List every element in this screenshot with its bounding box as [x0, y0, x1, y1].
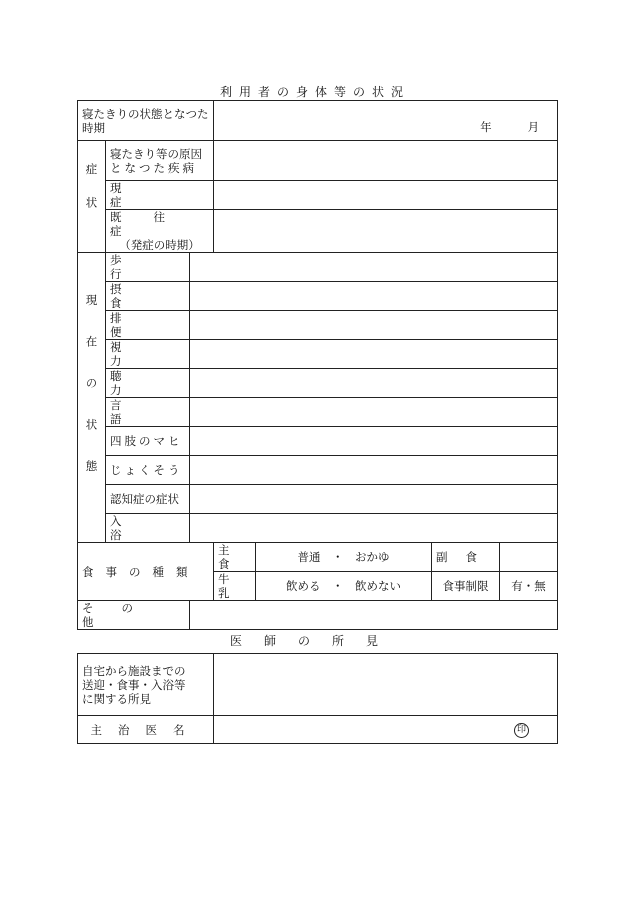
- past-history-field[interactable]: [214, 210, 558, 253]
- milk-options[interactable]: 飲める ・ 飲めない: [256, 572, 432, 601]
- status-row: [78, 485, 558, 514]
- cause-disease-field[interactable]: [214, 141, 558, 181]
- month-label: 月: [527, 119, 540, 134]
- transport-line-3: に関する所見: [82, 691, 151, 706]
- doctor-name-field[interactable]: [214, 716, 558, 744]
- status-item-field[interactable]: [190, 456, 558, 485]
- opinion-table: [77, 653, 558, 744]
- status-item-field[interactable]: [190, 340, 558, 369]
- cause-line-1: 寝たきり等の原因: [110, 146, 202, 161]
- current-status-group-label: [78, 253, 106, 543]
- meal-row-1: [78, 543, 558, 572]
- current-symptom-field[interactable]: [214, 181, 558, 210]
- bedridden-time-field[interactable]: [214, 101, 558, 141]
- other-label: その他: [78, 601, 190, 630]
- bedridden-time-label: 寝たきりの状態となつた時期: [78, 101, 214, 141]
- status-row: [78, 311, 558, 340]
- status-item-label: 歩行: [106, 253, 190, 282]
- status-item-field[interactable]: [190, 369, 558, 398]
- doctor-row: [78, 716, 558, 744]
- status-item-field[interactable]: [190, 253, 558, 282]
- transport-opinion-field[interactable]: [214, 654, 558, 716]
- meal-restriction-label: 食事制限: [432, 572, 500, 601]
- main-dish-label: 主食: [214, 543, 256, 572]
- side-dish-field[interactable]: [500, 543, 558, 572]
- other-row: [78, 601, 558, 630]
- status-item-label: 言語: [106, 398, 190, 427]
- cause-line-2: となつた疾病: [110, 160, 197, 175]
- status-row: [78, 514, 558, 543]
- status-item-label: 四肢のマヒ: [106, 427, 190, 456]
- status-item-label: 視力: [106, 340, 190, 369]
- status-row: [78, 456, 558, 485]
- past-history-row: [78, 210, 558, 253]
- current-status-text: 現在の状態: [84, 293, 99, 502]
- status-item-label: 入浴: [106, 514, 190, 543]
- current-symptom-label: [106, 181, 214, 210]
- status-title: 利用者の身体等の状況: [219, 85, 410, 99]
- past-history-text: 既往症: [110, 210, 197, 238]
- status-row: [78, 282, 558, 311]
- restriction-options[interactable]: 有・無: [500, 572, 558, 601]
- bedridden-row: [78, 101, 558, 141]
- milk-label: 牛乳: [214, 572, 256, 601]
- status-item-field[interactable]: [190, 427, 558, 456]
- status-row: [78, 427, 558, 456]
- status-table: [77, 100, 558, 630]
- main-dish-options[interactable]: 普通 ・ おかゆ: [256, 543, 432, 572]
- other-field[interactable]: [190, 601, 558, 630]
- transport-line-2: 送迎・食事・入浴等: [82, 677, 186, 692]
- current-symptom-row: [78, 181, 558, 210]
- meal-type-label: 食事の種類: [78, 543, 214, 601]
- status-item-label: 認知症の症状: [106, 485, 190, 514]
- transport-row: [78, 654, 558, 716]
- status-item-label: 排便: [106, 311, 190, 340]
- opinion-title: [0, 632, 630, 649]
- opinion-title-text: 医師の所見: [229, 634, 400, 648]
- status-item-field[interactable]: [190, 514, 558, 543]
- symptom-group-text: 症状: [84, 163, 99, 230]
- seal-icon: 印: [514, 723, 529, 738]
- cause-row: [78, 141, 558, 181]
- status-row: [78, 369, 558, 398]
- past-history-label: [106, 210, 214, 253]
- status-item-field[interactable]: [190, 311, 558, 340]
- status-item-label: 聴力: [106, 369, 190, 398]
- transport-line-1: 自宅から施設までの: [82, 663, 186, 678]
- status-item-label: 摂食: [106, 282, 190, 311]
- cause-disease-label: [106, 141, 214, 181]
- year-label: 年: [480, 119, 492, 134]
- status-item-field[interactable]: [190, 398, 558, 427]
- transport-opinion-label: [78, 654, 214, 716]
- status-item-field[interactable]: [190, 282, 558, 311]
- symptom-group-label: [78, 141, 106, 253]
- status-item-label: じょくそう: [106, 456, 190, 485]
- past-history-note: （発症の時期）: [119, 238, 200, 252]
- current-symptom-text: 現症: [110, 181, 182, 209]
- status-row: [78, 253, 558, 282]
- status-row: [78, 398, 558, 427]
- side-dish-label: 副食: [432, 543, 500, 572]
- status-item-field[interactable]: [190, 485, 558, 514]
- status-row: [78, 340, 558, 369]
- doctor-name-label: 主治医名: [78, 716, 214, 744]
